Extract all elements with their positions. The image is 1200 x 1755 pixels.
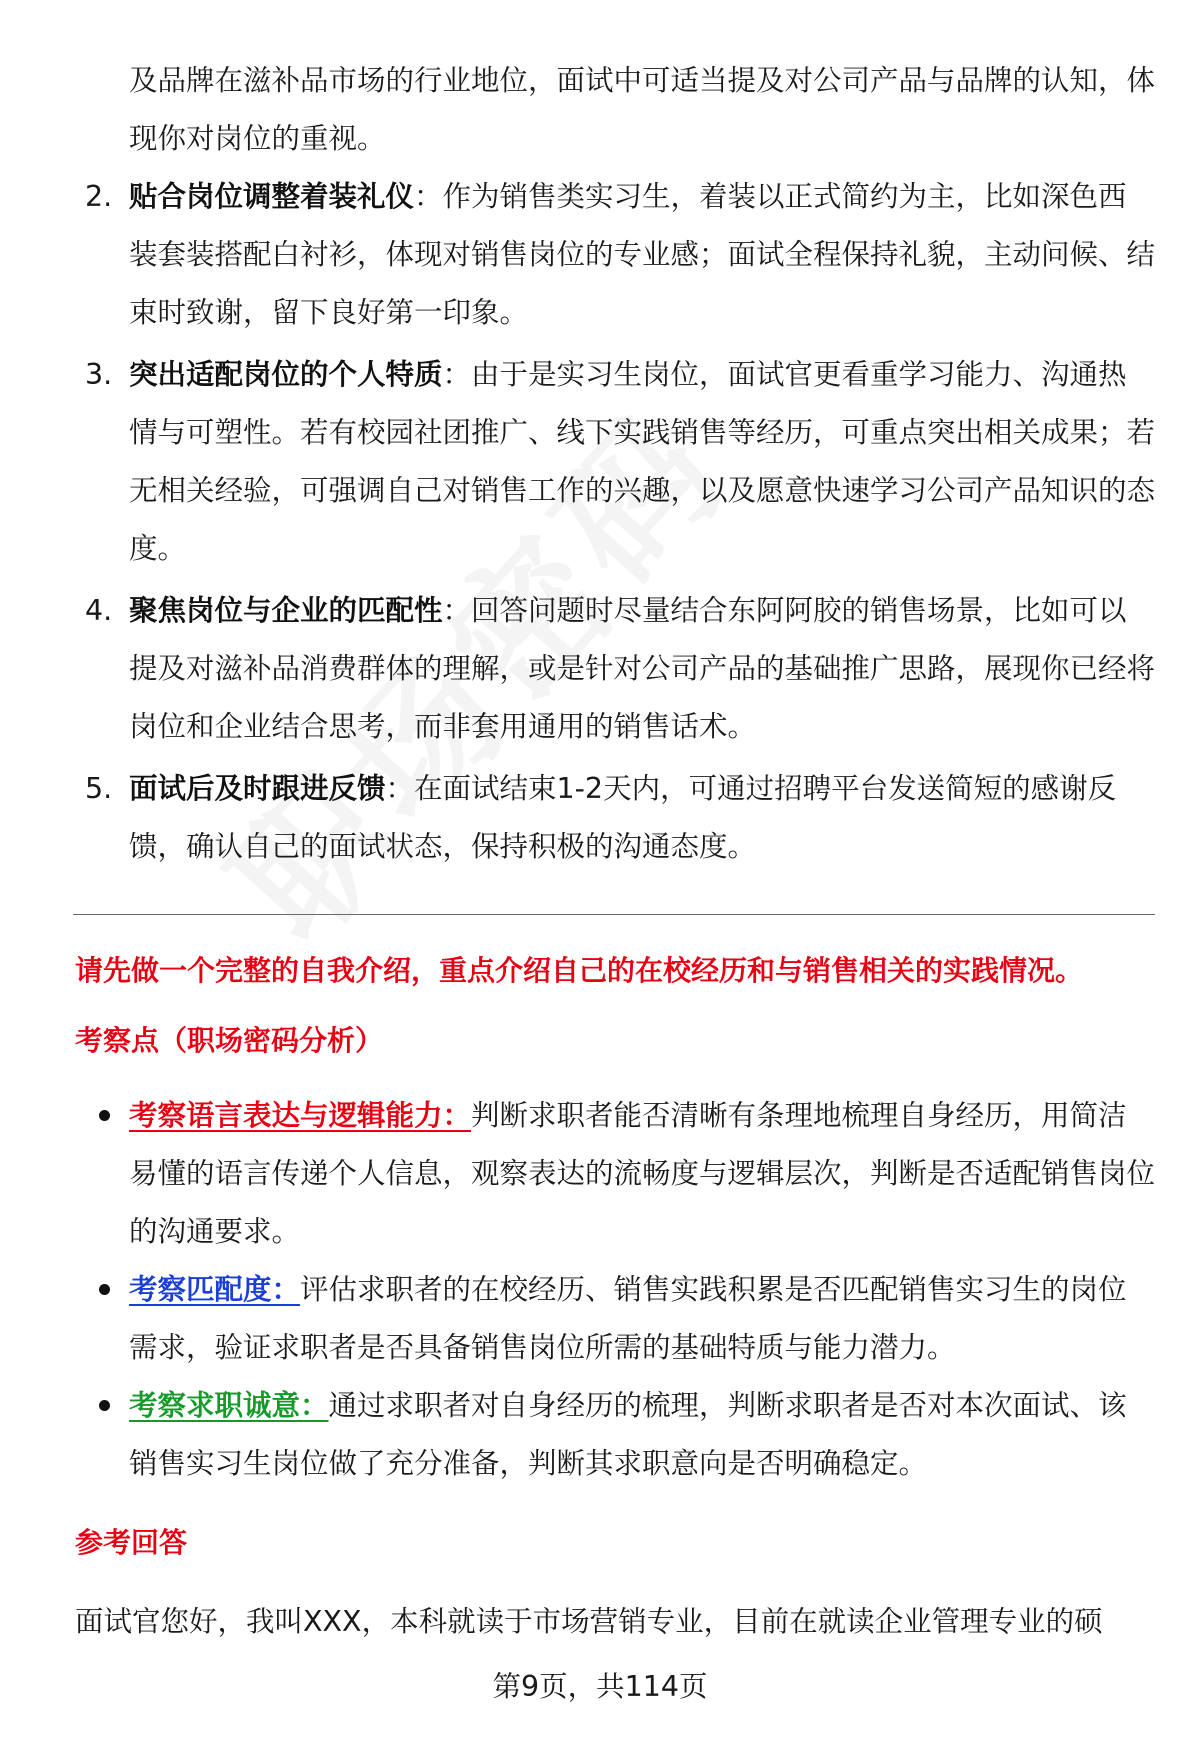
answer-text: 面试官您好，我叫XXX，本科就读于市场营销专业，目前在就读企业管理专业的硕 [75, 1605, 1103, 1638]
tip-text: ：由于是实习生岗位，面试官更看重学习能力、沟通热情与可塑性。若有校园社团推广、线下实践销售等经历，可重点突出相关成果；若无相关经验，可强调自己对销售工作的兴趣，以及愿意快速学习公司产品知识的态度。 [129, 358, 1156, 565]
tip-text: ：在面试结束1-2天内，可通过招聘平台发送简短的感谢反馈，确认自己的面试状态，保持积极的沟通态度。 [129, 772, 1117, 863]
tip-number: 2. [85, 180, 113, 213]
point-label: 考察语言表达与逻辑能力： [129, 1099, 472, 1132]
bullet-icon [99, 1400, 110, 1411]
tip-title: 贴合岗位调整着装礼仪 [129, 180, 415, 213]
point-text: 评估求职者的在校经历、销售实践积累是否匹配销售实习生的岗位需求，验证求职者是否具备销售岗位所需的基础特质与能力潜力。 [129, 1273, 1127, 1364]
assessment-point [75, 1087, 1155, 1261]
assessment-point [75, 1261, 1155, 1377]
assessment-points [75, 1087, 1155, 1493]
assessment-point [75, 1377, 1155, 1493]
tip-item [75, 346, 1155, 578]
tip-item [75, 582, 1155, 756]
page-content [75, 52, 1155, 1651]
tip-title: 聚焦岗位与企业的匹配性 [129, 594, 443, 627]
point-text: 通过求职者对自身经历的梳理，判断求职者是否对本次面试、该销售实习生岗位做了充分准备，判断其求职意向是否明确稳定。 [129, 1389, 1127, 1480]
tip-number: 4. [85, 594, 113, 627]
bullet-icon [99, 1110, 110, 1121]
tip-number: 5. [85, 772, 113, 805]
answer-heading: 参考回答 [75, 1526, 188, 1559]
tips-list [75, 168, 1155, 876]
point-label: 考察匹配度： [129, 1273, 301, 1306]
bullet-icon [99, 1284, 110, 1295]
tip-text: ：回答问题时尽量结合东阿阿胶的销售场景，比如可以提及对滋补品消费群体的理解，或是针对公司产品的基础推广思路，展现你已经将岗位和企业结合思考，而非套用通用的销售话术。 [129, 594, 1156, 743]
tip-title: 面试后及时跟进反馈 [129, 772, 386, 805]
point-label: 考察求职诚意： [129, 1389, 329, 1422]
tip-title: 突出适配岗位的个人特质 [129, 358, 443, 391]
analysis-heading: 考察点（职场密码分析） [75, 1024, 384, 1057]
interview-question: 请先做一个完整的自我介绍，重点介绍自己的在校经历和与销售相关的实践情况。 [75, 954, 1084, 987]
tip-item [75, 168, 1155, 342]
point-text: 判断求职者能否清晰有条理地梳理自身经历，用简洁易懂的语言传递个人信息，观察表达的流畅度与逻辑层次，判断是否适配销售岗位的沟通要求。 [129, 1099, 1156, 1248]
tip-item [75, 760, 1155, 876]
intro-continuation: 及品牌在滋补品市场的行业地位，面试中可适当提及对公司产品与品牌的认知，体现你对岗位的重视。 [129, 64, 1156, 155]
section-divider [73, 914, 1155, 915]
tip-text: ：作为销售类实习生，着装以正式简约为主，比如深色西装套装搭配白衬衫，体现对销售岗位的专业感；面试全程保持礼貌，主动问候、结束时致谢，留下良好第一印象。 [129, 180, 1156, 329]
page-number: 第9页，共114页 [492, 1670, 708, 1703]
tip-number: 3. [85, 358, 113, 391]
